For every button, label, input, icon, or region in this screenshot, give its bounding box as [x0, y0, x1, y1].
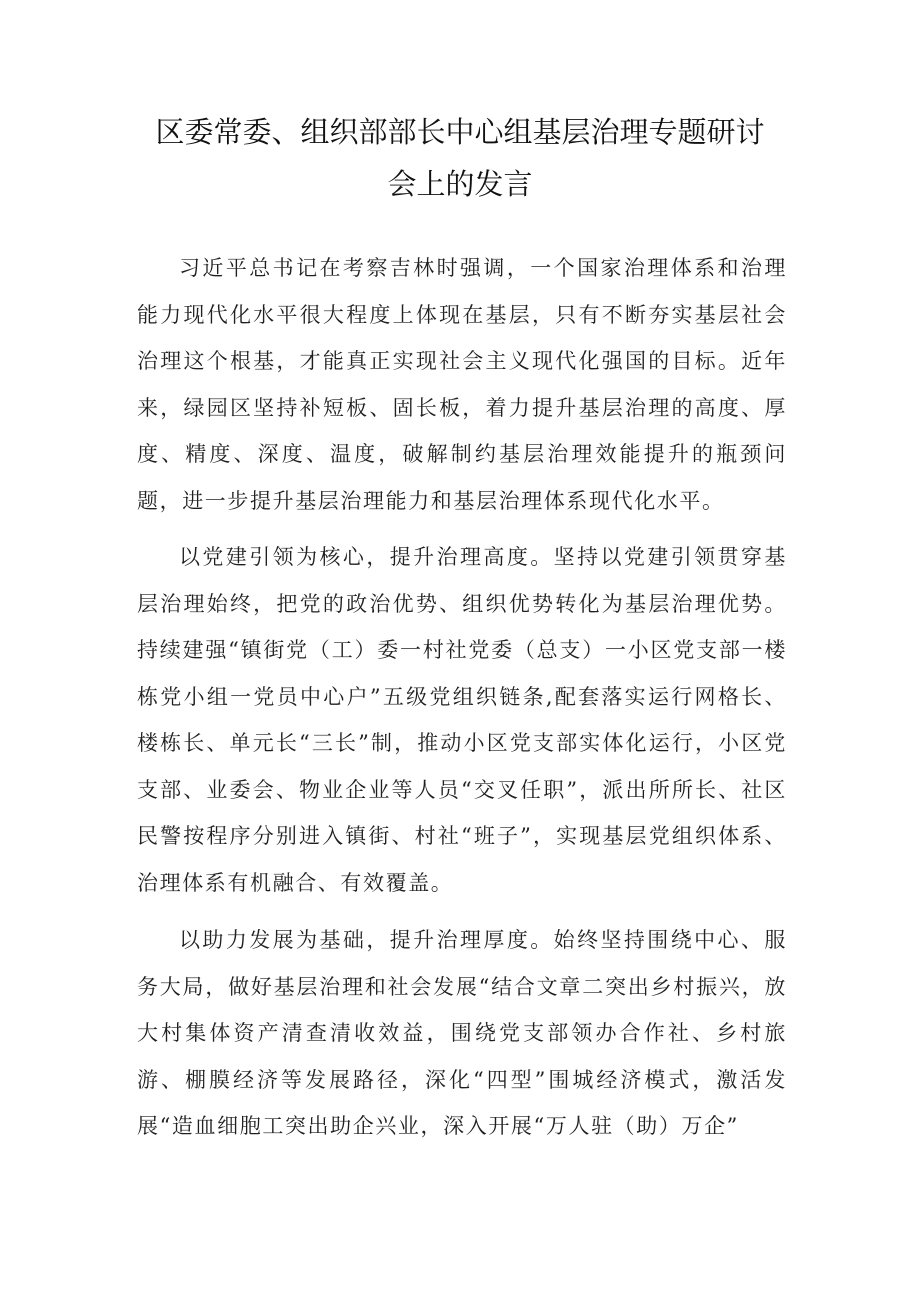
body-paragraph-1-container	[137, 245, 787, 524]
title-heading	[0, 106, 920, 210]
body-paragraph-3-container	[137, 917, 787, 1150]
body-paragraph-2-container	[137, 534, 787, 906]
body-paragraph: 以党建引领为核心，提升治理高度。坚持以党建引领贯穿基层治理始终，把党的政治优势、组织优势转化为基层治理优势。持续建强“镇街党（工）委一村社党委（总支）一小区党支部一楼栋党小组一党员中心户”五级党组织链条,配套落实运行网格长、楼栋长、单元长“三长”制，推动小区党支部实体化运行，小区党支部、业委会、物业企业等人员“交叉任职”，派出所所长、社区民警按程序分别进入镇街、村社“班子”，实现基层党组织体系、治理体系有机融合、有效覆盖。	[137, 545, 787, 895]
title-line-1: 区委常委、组织部部长中心组基层治理专题研讨	[155, 115, 765, 149]
title-line-2: 会上的发言	[387, 167, 533, 201]
body-paragraph: 习近平总书记在考察吉林时强调，一个国家治理体系和治理能力现代化水平很大程度上体现在基层，只有不断夯实基层社会治理这个根基，才能真正实现社会主义现代化强国的目标。近年来，绿园区坚持补短板、固长板，着力提升基层治理的高度、厚度、精度、深度、温度，破解制约基层治理效能提升的瓶颈问题，进一步提升基层治理能力和基层治理体系现代化水平。	[137, 256, 787, 513]
document-title	[0, 106, 920, 210]
body-paragraph: 以助力发展为基础，提升治理厚度。始终坚持围绕中心、服务大局，做好基层治理和社会发展“结合文章二突出乡村振兴，放大村集体资产清查清收效益，围绕党支部领办合作社、乡村旅游、棚膜经济等发展路径，深化“四型”围城经济模式，激活发展“造血细胞工突出助企兴业，深入开展“万人驻（助）万企”	[137, 928, 787, 1138]
